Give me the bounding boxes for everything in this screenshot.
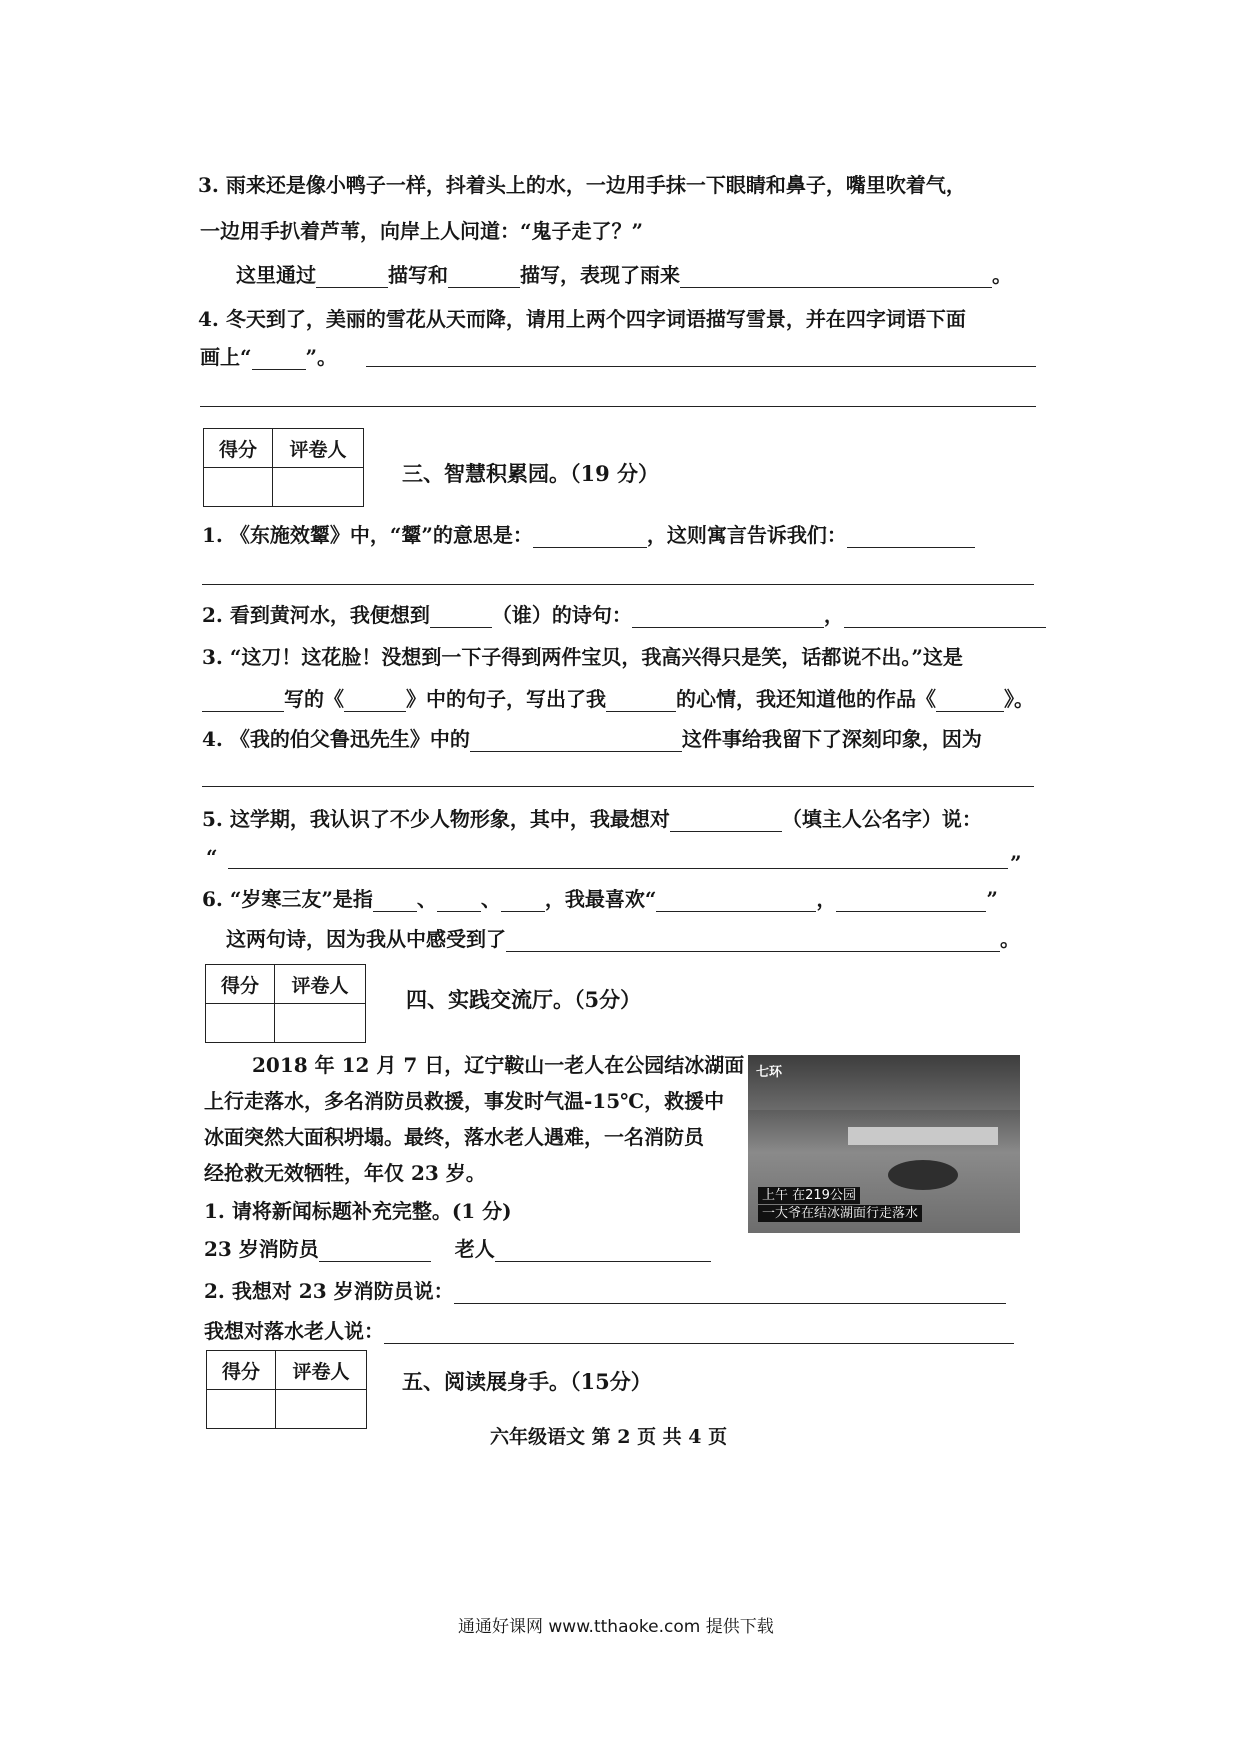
answer-blank[interactable]	[252, 347, 306, 370]
q2-4-line2: 画上“ ”。	[200, 345, 338, 369]
answer-blank[interactable]	[847, 525, 975, 548]
section-5-title: 五、阅读展身手。（15分）	[402, 1369, 652, 1394]
s3-q5-open-quote: “	[206, 845, 218, 869]
answer-blank[interactable]	[454, 1281, 1006, 1304]
s3-q2-line: 2. 看到黄河水，我便想到 （谁）的诗句： ，	[202, 602, 1046, 628]
answer-blank[interactable]	[384, 1321, 1014, 1344]
answer-line[interactable]	[200, 406, 1036, 407]
answer-blank[interactable]	[506, 929, 1000, 952]
section-4-title: 四、实践交流厅。（5分）	[406, 987, 642, 1012]
answer-blank[interactable]	[495, 1239, 711, 1262]
score-box	[205, 964, 366, 1043]
grader-label: 评卷人	[275, 965, 366, 1004]
s3-q1-line: 1. 《东施效颦》中，“颦”的意思是： ，这则寓言告诉我们：	[202, 522, 975, 548]
page-footer: 六年级语文 第 2 页 共 4 页	[490, 1426, 728, 1448]
answer-blank[interactable]	[448, 265, 520, 288]
grader-cell[interactable]	[275, 1004, 366, 1043]
answer-blank[interactable]	[670, 809, 782, 832]
s4-q2-line2: 我想对落水老人说：	[204, 1318, 1014, 1344]
score-label: 得分	[204, 429, 273, 468]
q2-3-line1: 3. 雨来还是像小鸭子一样，抖着头上的水，一边用手抹一下眼睛和鼻子，嘴里吹着气，	[198, 173, 966, 197]
news-line-3: 冰面突然大面积坍塌。最终，落水老人遇难，一名消防员	[204, 1125, 704, 1149]
answer-blank[interactable]	[656, 889, 816, 912]
score-cell[interactable]	[206, 1004, 275, 1043]
answer-blank[interactable]	[202, 689, 284, 712]
score-cell[interactable]	[207, 1390, 276, 1429]
answer-blank[interactable]	[373, 889, 417, 912]
s4-q2-line1: 2. 我想对 23 岁消防员说：	[204, 1278, 1006, 1304]
score-box	[206, 1350, 367, 1429]
s3-q5-close-quote: ”	[1010, 851, 1022, 875]
answer-blank[interactable]	[501, 889, 545, 912]
answer-blank[interactable]	[533, 525, 647, 548]
answer-blank[interactable]	[319, 1239, 431, 1262]
news-line-1: 2018 年 12 月 7 日，辽宁鞍山一老人在公园结冰湖面	[252, 1053, 745, 1077]
s3-q5-line: 5. 这学期，我认识了不少人物形象，其中，我最想对 （填主人公名字）说：	[202, 807, 982, 831]
photo-caption-1: 上午 在219公园	[758, 1187, 860, 1204]
q2-3-line2: 一边用手扒着芦苇，向岸上人问道：“鬼子走了？”	[200, 219, 644, 243]
s4-q1: 1. 请将新闻标题补充完整。(1 分)	[204, 1199, 512, 1223]
answer-line[interactable]	[228, 868, 1008, 869]
section-3-title: 三、智慧积累园。（19 分）	[402, 461, 660, 486]
grader-label: 评卷人	[273, 429, 364, 468]
answer-blank[interactable]	[344, 689, 406, 712]
answer-blank[interactable]	[316, 265, 388, 288]
score-box	[203, 428, 364, 507]
answer-blank[interactable]	[936, 689, 1004, 712]
download-credit: 通通好课网 www.tthaoke.com 提供下载	[458, 1617, 774, 1637]
news-line-2: 上行走落水，多名消防员救援，事发时气温-15℃，救援中	[204, 1089, 725, 1113]
answer-blank[interactable]	[437, 889, 481, 912]
s3-q6-line1: 6. “岁寒三友”是指 、 、 ，我最喜欢“ ， ”	[202, 887, 998, 911]
grader-cell[interactable]	[276, 1390, 367, 1429]
news-line-4: 经抢救无效牺牲，年仅 23 岁。	[204, 1161, 486, 1185]
answer-blank[interactable]	[430, 605, 492, 628]
score-label: 得分	[207, 1351, 276, 1390]
answer-blank[interactable]	[606, 689, 676, 712]
answer-blank[interactable]	[844, 605, 1046, 628]
s3-q3-line1: 3. “这刀！这花脸！没想到一下子得到两件宝贝，我高兴得只是笑，话都说不出。”这是	[202, 645, 963, 669]
news-photo	[748, 1055, 1020, 1233]
score-cell[interactable]	[204, 468, 273, 507]
s3-q4-line: 4. 《我的伯父鲁迅先生》中的 这件事给我留下了深刻印象，因为	[202, 727, 982, 751]
q2-3-answer-line: 这里通过 描写和 描写，表现了雨来 。	[236, 263, 1012, 287]
answer-blank[interactable]	[680, 265, 992, 288]
answer-blank[interactable]	[836, 889, 986, 912]
grader-cell[interactable]	[273, 468, 364, 507]
answer-line[interactable]	[366, 366, 1036, 367]
s3-q6-line2: 这两句诗，因为我从中感受到了 。	[226, 927, 1020, 951]
q2-4-line1: 4. 冬天到了，美丽的雪花从天而降，请用上两个四字词语描写雪景，并在四字词语下面	[198, 307, 966, 331]
answer-line[interactable]	[202, 584, 1034, 585]
s3-q3-line2: 写的《 》中的句子，写出了我 的心情，我还知道他的作品《 》。	[202, 686, 1034, 712]
s4-q1-fill-line: 23 岁消防员 老人	[204, 1236, 711, 1262]
answer-line[interactable]	[202, 786, 1034, 787]
answer-blank[interactable]	[470, 729, 682, 752]
grader-label: 评卷人	[276, 1351, 367, 1390]
answer-blank[interactable]	[632, 605, 824, 628]
photo-caption-2: 一大爷在结冰湖面行走落水	[758, 1205, 922, 1222]
tv-logo: 七环	[756, 1065, 783, 1080]
score-label: 得分	[206, 965, 275, 1004]
